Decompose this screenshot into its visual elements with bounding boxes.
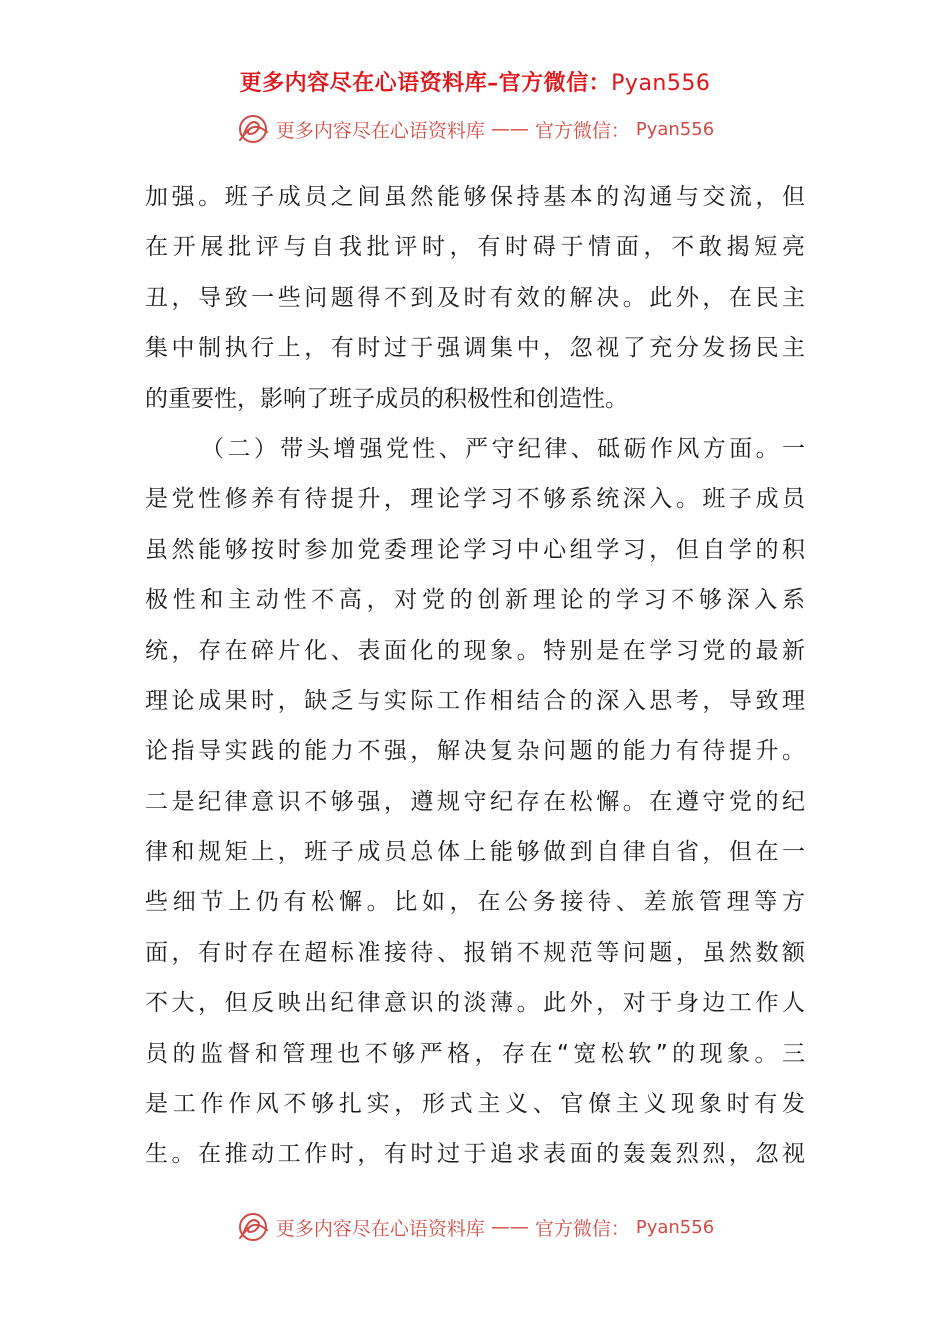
text-line: 极性和主动性不高，对党的创新理论的学习不够深入系 [145,587,805,614]
text-line: 统，存在碎片化、表面化的现象。特别是在学习党的最新 [145,637,805,664]
text-line: 加强。班子成员之间虽然能够保持基本的沟通与交流，但 [145,184,805,210]
banner-main-text: 更多内容尽在心语资料库–官方微信： [239,70,612,96]
text-line: 面，有时存在超标准接待、报销不规范等问题，虽然数额 [145,939,805,966]
text-line: 律和规矩上，班子成员总体上能够做到自律自省，但在一 [145,839,805,866]
watermark-wechat-label: 官方微信： [534,119,630,142]
watermark-text: 更多内容尽在心语资料库 [275,1217,485,1240]
text-line: 丑，导致一些问题得不到及时有效的解决。此外，在民主 [145,284,805,311]
text-line: 集中制执行上，有时过于强调集中，忽视了充分发扬民主 [145,335,805,362]
watermark-bottom [0,1210,950,1244]
text-line: 员的监督和管理也不够严格，存在“宽松软”的现象。三 [145,1040,805,1067]
watermark-dash: —— [490,1216,529,1238]
text-line: 不大，但反映出纪律意识的淡薄。此外，对于身边工作人 [145,990,805,1017]
text-line: 的重要性，影响了班子成员的积极性和创造性。 [145,385,628,412]
watermark-wechat-id: Pyan556 [635,1216,715,1238]
signature-logo-icon [236,112,270,146]
text-line: 虽然能够按时参加党委理论学习中心组学习，但自学的积 [145,536,805,563]
section-heading-line: （二）带头增强党性、严守纪律、砥砺作风方面。一 [201,435,805,462]
watermark-dash: —— [490,118,529,140]
watermark-wechat-label: 官方微信： [534,1217,630,1240]
text-line: 生。在推动工作时，有时过于追求表面的轰轰烈烈，忽视 [145,1141,805,1168]
text-line: 是党性修养有待提升，理论学习不够系统深入。班子成员 [145,486,805,513]
text-line: 论指导实践的能力不强，解决复杂问题的能力有待提升。 [145,738,805,765]
top-banner [0,66,950,97]
text-line: 二是纪律意识不够强，遵规守纪存在松懈。在遵守党的纪 [145,788,805,815]
text-line: 理论成果时，缺乏与实际工作相结合的深入思考，导致理 [145,687,805,714]
document-body [145,172,805,1180]
text-line: 些细节上仍有松懈。比如，在公务接待、差旅管理等方 [145,889,805,916]
watermark-text: 更多内容尽在心语资料库 [275,119,485,142]
text-line: 是工作作风不够扎实，形式主义、官僚主义现象时有发 [145,1091,805,1118]
banner-wechat-id: Pyan556 [611,71,711,96]
watermark-wechat-id: Pyan556 [635,118,715,140]
watermark-top [0,112,950,146]
signature-logo-icon [236,1210,270,1244]
text-line: 在开展批评与自我批评时，有时碍于情面，不敢揭短亮 [145,234,805,261]
